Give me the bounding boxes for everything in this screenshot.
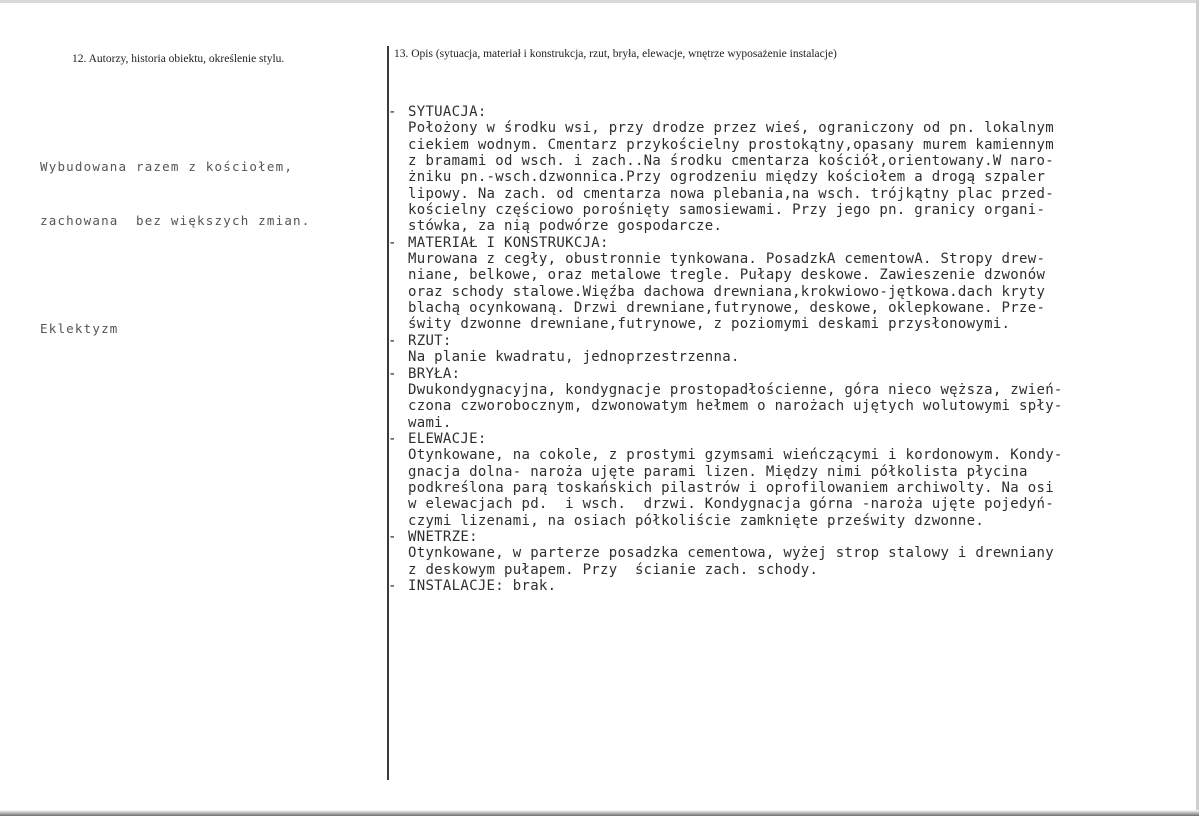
section-line: z bramami od wsch. i zach..Na środku cmentarza kościół,orientowany.W naro- <box>408 153 1054 170</box>
section-line: Murowana z cegły, obustronnie tynkowana. PosadzkA cementowA. Stropy drew- <box>408 251 1046 268</box>
section-line: Dwukondygnacyjna, kondygnacje prostopadłościenne, góra nieco węższa, zwień- <box>408 381 1063 398</box>
section-line: Położony w środku wsi, przy drodze przez wieś, ograniczony od pn. lokalnym <box>408 120 1054 137</box>
section-heading <box>388 333 1188 349</box>
section-heading <box>388 431 1188 447</box>
section-heading-text: INSTALACJE: brak. <box>408 577 557 594</box>
description-column <box>388 104 1188 594</box>
page-edge-bottom <box>0 810 1199 816</box>
section-heading-text: SYTUACJA: <box>408 104 487 120</box>
section-line: ciekiem wodnym. Cmentarz przykościelny prostokątny,opasany murem kamiennym <box>408 136 1054 153</box>
section-line: z deskowym pułapem. Przy ścianie zach. schody. <box>408 561 819 578</box>
section-line: czymi lizenami, na osiach półkoliście zamknięte prześwity dzwonne. <box>408 512 985 529</box>
left-column-header: 12. Autorzy, historia obiektu, określenie stylu. <box>72 53 285 65</box>
bullet-dash: - <box>388 528 397 545</box>
section-line: oraz schody stalowe.Więźba dachowa drewniana,krokwiowo-jętkowa.dach kryty <box>408 283 1046 300</box>
section-heading <box>388 366 1188 382</box>
section-heading-text: BRYŁA: <box>408 365 461 382</box>
section-line: czona czworobocznym, dzwonowatym hełmem o narożach ujętych wolutowymi spły- <box>408 398 1063 415</box>
bullet-dash: - <box>388 332 397 349</box>
section-heading <box>388 235 1188 251</box>
section-heading <box>388 529 1188 545</box>
spacer <box>40 266 311 284</box>
section-line: w elewacjach pd. i wsch. drzwi. Kondygnacja górna -naroża ujęte pojedyń- <box>408 496 1054 513</box>
bullet-dash: - <box>388 577 397 594</box>
section-line: żniku pn.-wsch.dzwonnica.Przy ogrodzeniu między kościołem a drogą szpaler <box>408 169 1046 186</box>
section-line: Otynkowane, w parterze posadzka cementowa, wyżej strop stalowy i drewniany <box>408 545 1054 562</box>
history-style-column <box>40 122 311 356</box>
bullet-dash: - <box>388 365 397 382</box>
bullet-dash: - <box>388 234 397 251</box>
section-line: Na planie kwadratu, jednoprzestrzenna. <box>408 349 740 366</box>
history-line: zachowana bez większych zmian. <box>40 213 311 228</box>
section-heading-text: WNETRZE: <box>408 528 478 545</box>
history-line: Wybudowana razem z kościołem, <box>40 159 294 174</box>
section-heading <box>388 104 1188 120</box>
section-heading-text: RZUT: <box>408 332 452 349</box>
section-line: podkreślona parą toskańskich pilastrów i oprofilowaniem archiwolty. Na osi <box>408 479 1054 496</box>
bullet-dash: - <box>388 430 397 447</box>
bullet-dash: - <box>388 104 397 120</box>
section-line: niane, belkowe, oraz metalowe tregle. Pułapy deskowe. Zawieszenie dzwonów <box>408 267 1046 284</box>
section-line: stówka, za nią podwórze gospodarcze. <box>408 218 723 235</box>
section-line: świty dzwonne drewniane,futrynowe, z poziomymi deskami przysłonowymi. <box>408 316 1011 333</box>
section-line: blachą ocynkowaną. Drzwi drewniane,futrynowe, deskowe, oklepkowane. Prze- <box>408 300 1046 317</box>
section-line: gnacja dolna- naroża ujęte parami lizen. Między nimi półkolista płycina <box>408 463 1028 480</box>
section-line: Otynkowane, na cokole, z prostymi gzymsami wieńczącymi i kordonowym. Kondy- <box>408 447 1063 464</box>
section-heading <box>388 578 1188 594</box>
page-edge-top <box>0 0 1199 3</box>
right-column-header: 13. Opis (sytuacja, materiał i konstrukcja, rzut, bryła, elewacje, wnętrze wyposażenie instalacje) <box>394 48 837 60</box>
section-heading-text: MATERIAŁ I KONSTRUKCJA: <box>408 234 609 251</box>
section-line: wami. <box>408 414 452 431</box>
section-line: lipowy. Na zach. od cmentarza nowa plebania,na wsch. trójkątny plac przed- <box>408 185 1054 202</box>
style-label: Eklektyzm <box>40 321 119 336</box>
section-heading-text: ELEWACJE: <box>408 430 487 447</box>
section-line: kościelny częściowo porośnięty samosiewami. Przy jego pn. granicy organi- <box>408 202 1046 219</box>
